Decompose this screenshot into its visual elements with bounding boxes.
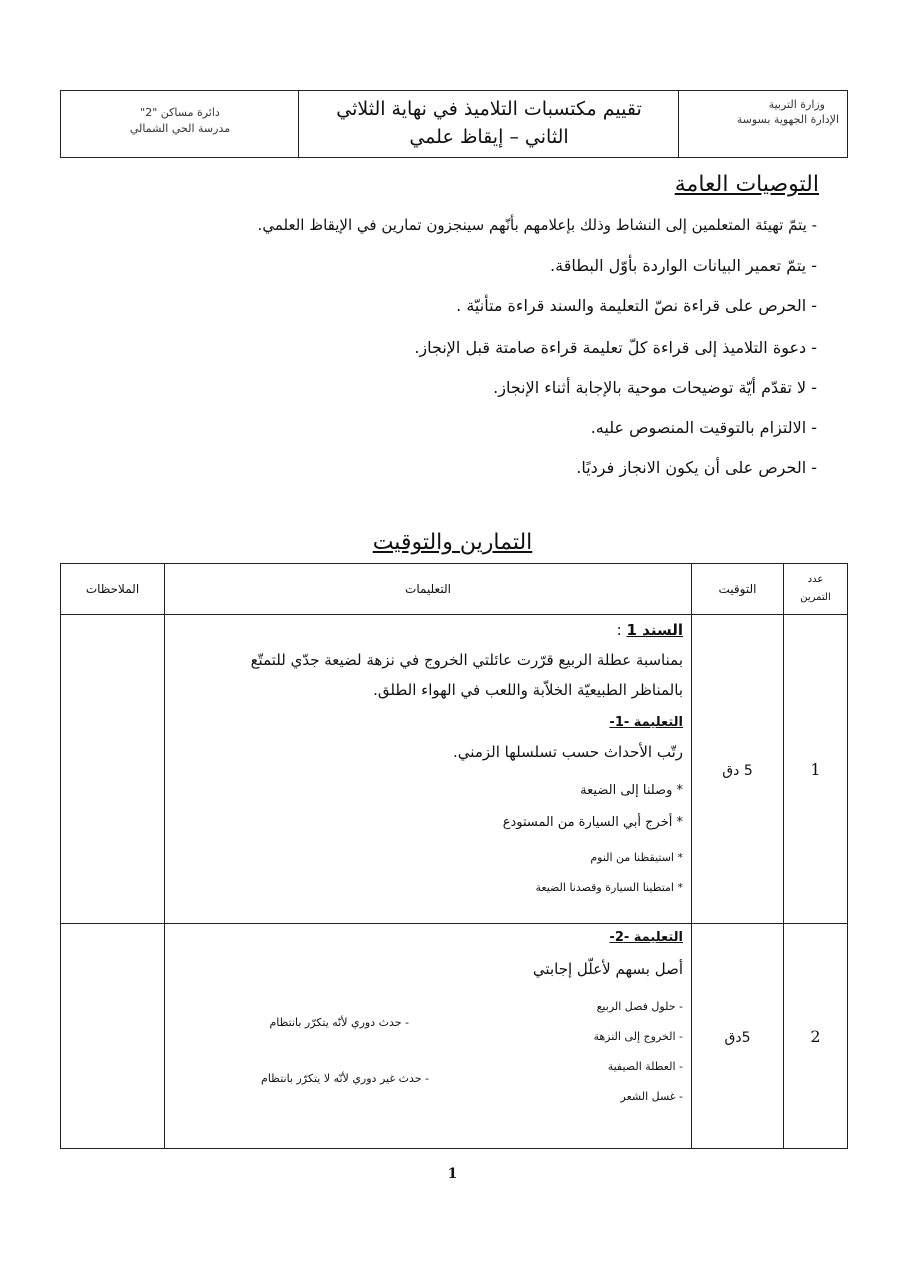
- ex1-support-line2: بالمناظر الطبيعيّة الخلاّبة واللعب في الهواء الطلق.: [373, 681, 683, 699]
- table-header-row: [61, 564, 848, 615]
- header-box: [60, 90, 848, 158]
- ex2-number: 2: [784, 924, 848, 1149]
- header-notes: الملاحظات: [61, 564, 165, 615]
- recommendations-title: التوصيات العامة: [674, 172, 819, 197]
- ex1-event: * امتطينا السيارة وقصدنا الضيعة: [535, 881, 683, 894]
- recommendation-item: - الحرص على قراءة نصّ التعليمة والسند قراءة متأنيّة .: [456, 296, 817, 315]
- exercises-title: التمارين والتوقيت: [372, 530, 533, 555]
- district-label: دائرة مساكن "2": [140, 106, 220, 119]
- recommendation-item: - الحرص على أن يكون الانجاز فرديًا.: [576, 458, 817, 477]
- header-timing: التوقيت: [692, 564, 784, 615]
- page-title-line2: الثاني – إيقاظ علمي: [409, 126, 569, 148]
- directorate-label: الإدارة الجهوية بسوسة: [736, 113, 839, 126]
- header-ministry-cell: [678, 91, 847, 157]
- recommendation-item: - الالتزام بالتوقيت المنصوص عليه.: [590, 418, 817, 437]
- ex2-instruction-text: أصل بسهم لأعلّل إجابتي: [532, 960, 683, 978]
- ex1-event: * أخرج أبي السيارة من المستودع: [502, 815, 683, 830]
- ex2-timing: 5دق: [692, 924, 784, 1149]
- ex2-left-item: - الخروج إلى النزهة: [593, 1030, 683, 1043]
- table-row: [61, 615, 848, 924]
- header-school-cell: [61, 91, 299, 157]
- ex1-timing: 5 دق: [692, 615, 784, 924]
- page-title-line1: تقييم مكتسبات التلاميذ في نهاية الثلاثي: [336, 98, 642, 120]
- ex1-support-line1: بمناسبة عطلة الربيع قرّرت عائلتي الخروج في نزهة لضيعة جدّي للتمتّع: [250, 651, 683, 669]
- ex1-support-heading: السند 1 :: [616, 621, 683, 639]
- ex2-instructions-cell: [165, 924, 692, 1149]
- header-title-cell: [298, 91, 679, 157]
- header-number: عدد التمرين: [784, 564, 848, 615]
- ex2-notes-cell: [61, 924, 165, 1149]
- ex1-event: * استيقظنا من النوم: [590, 851, 683, 864]
- ex1-event: * وصلنا إلى الضيعة: [580, 783, 683, 798]
- page-number: 1: [447, 1166, 458, 1182]
- ex1-instruction-label: التعليمة -1-: [609, 715, 683, 730]
- ex2-left-item: - غسل الشعر: [620, 1090, 683, 1103]
- recommendation-item: - يتمّ تعمير البيانات الواردة بأوّل البطاقة.: [550, 256, 817, 275]
- header-instructions: التعليمات: [165, 564, 692, 615]
- ministry-label: وزارة التربية: [768, 98, 825, 111]
- ex1-number: 1: [784, 615, 848, 924]
- ex2-instruction-label: التعليمة -2-: [609, 930, 683, 945]
- recommendation-item: - لا تقدّم أيّة توضيحات موحية بالإجابة أثناء الإنجاز.: [493, 378, 817, 397]
- ex1-instructions-cell: [165, 615, 692, 924]
- ex2-right-item: - حدث غير دوري لأنّه لا يتكرّر بانتظام: [261, 1072, 429, 1085]
- ex1-notes-cell: [61, 615, 165, 924]
- ex2-left-item: - العطلة الصيفية: [607, 1060, 683, 1073]
- ex2-right-item: - حدث دوري لأنّه يتكرّر بانتظام: [269, 1016, 409, 1029]
- school-label: مدرسة الحي الشمالي: [129, 122, 231, 135]
- table-row: [61, 924, 848, 1149]
- recommendation-item: - يتمّ تهيئة المتعلمين إلى النشاط وذلك بإعلامهم بأنّهم سينجزون تمارين في الإيقاظ العلمي.: [257, 216, 817, 234]
- exercises-table: [60, 563, 848, 1149]
- ex1-instruction-text: رتّب الأحداث حسب تسلسلها الزمني.: [453, 743, 683, 761]
- ex2-left-item: - حلول فصل الربيع: [596, 1000, 683, 1013]
- recommendation-item: - دعوة التلاميذ إلى قراءة كلّ تعليمة قراءة صامتة قبل الإنجاز.: [414, 338, 817, 357]
